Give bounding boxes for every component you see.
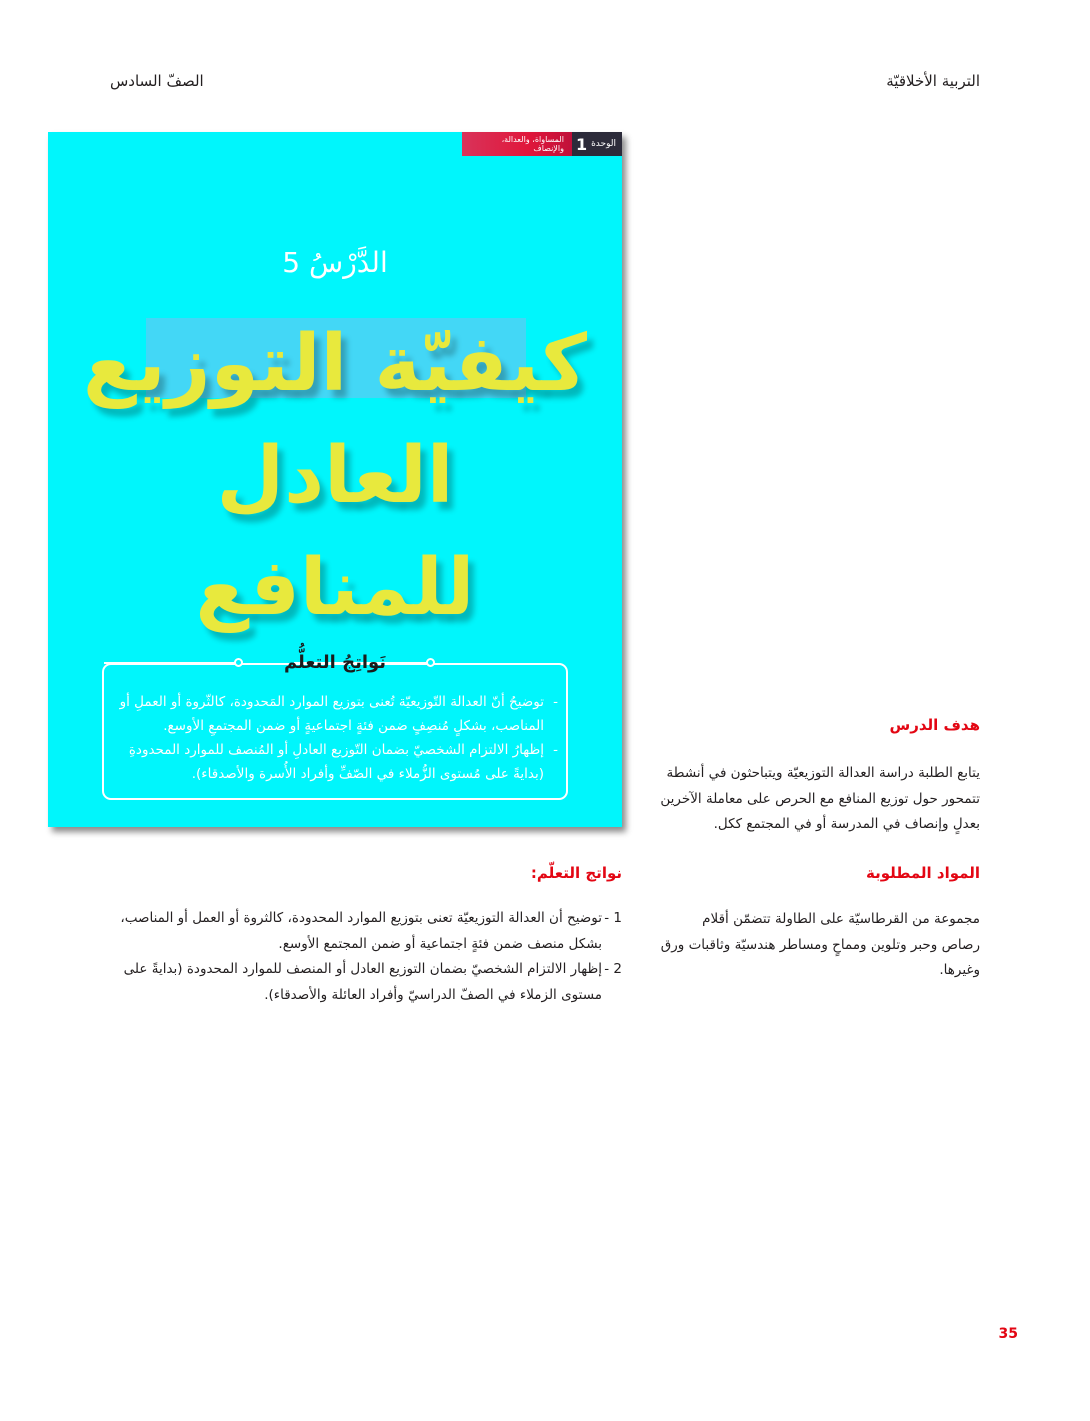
learning-outcomes-heading: نواتج التعلّم: (530, 864, 622, 882)
list-item: - توضيحُ أنّ العدالة التّوزيعيّة تُعنى بتوزيع الموارد المَحدودة، كالثّروة أو العملِ أو المناصب، بشكلٍ مُنصِفٍ ضمن فئةٍ اجتماعيةٍ أو ضمن المجتمعِ الأوسع. (112, 690, 558, 738)
materials-text: مجموعة من القرطاسيّة على الطاولة تتضمّن أقلام رصاص وحبر وتلوين ومماحٍ ومساطر هندسيّة وثاقبات ورق وغيرها. (660, 911, 980, 978)
cover-outcomes-list (112, 690, 558, 786)
lesson-goal-text: يتابع الطلبة دراسة العدالة التوزيعيّة ويتباحثون في أنشطة تتمحور حول توزيع المنافع مع الحرص على معاملة الآخرين بعدلٍ وإنصاف في المدرسة أو في المجتمع ككل. (660, 765, 980, 832)
header-subject: التربية الأخلاقيّة (886, 72, 980, 90)
lesson-title (48, 308, 622, 644)
unit-number: 1 (575, 134, 588, 154)
item-number: 1 - (604, 910, 622, 926)
unit-title: المساواة، والعدالة، والإنصاف (462, 132, 572, 156)
unit-tab (462, 132, 622, 156)
list-item (110, 957, 622, 1008)
lesson-title-line: كيفيّة التوزيع (83, 319, 587, 409)
list-item: - إظهارُ الالتزام الشخصيّ بضمان التّوزيع العادلِ أو المُنصف للموارد المحدودةِ (بدايةً على مُستوى الزُّملاء في الصّفِّ وأفراد الأُسرة والأصدقاء). (112, 738, 558, 786)
learning-outcomes-list (110, 906, 622, 1008)
lesson-title-line: العادل (216, 431, 454, 521)
unit-badge (572, 132, 622, 156)
materials-heading: المواد المطلوبة (866, 864, 980, 882)
header-grade: الصفّ السادس (110, 72, 204, 90)
item-number: 2 - (604, 961, 622, 977)
lesson-title-line: للمنافع (195, 543, 475, 633)
outcomes-title: نَواتِجُ التعلُّم (283, 652, 387, 673)
unit-label: الوحدة (591, 139, 616, 149)
lesson-cover (48, 132, 622, 827)
page-number: 35 (998, 1326, 1018, 1342)
lesson-number: الدَّرْسُ 5 (282, 246, 388, 279)
item-text: إظهار الالتزام الشخصيّ بضمان التوزيع العادل أو المنصف للموارد المحدودة (بدايةً على مستوى الزملاء في الصفّ الدراسيّ وأفراد العائلة والأصدقاء). (123, 961, 602, 1003)
list-item (110, 906, 622, 957)
lesson-goal-heading: هدف الدرس (889, 716, 980, 734)
item-text: توضيح أن العدالة التوزيعيّة تعنى بتوزيع الموارد المحدودة، كالثروة أو العمل أو المناصب، بشكل منصف ضمن فئةٍ اجتماعية أو ضمن المجتمع الأوسع. (120, 910, 602, 952)
